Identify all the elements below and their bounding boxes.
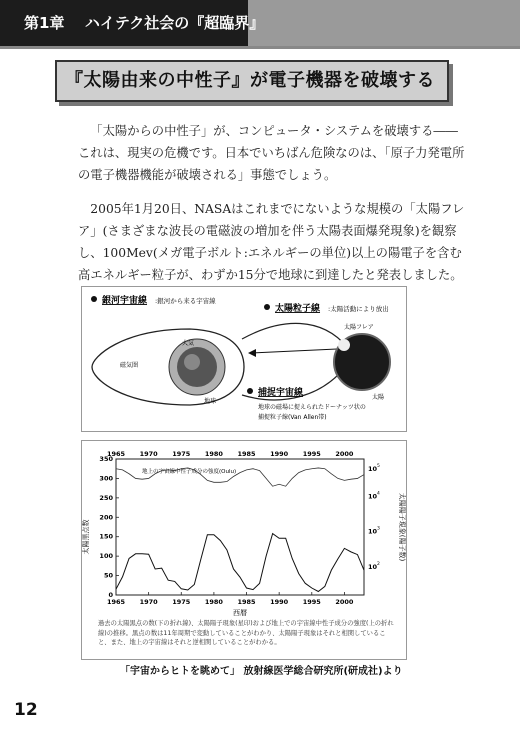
chart-caption: 過去の太陽黒点の数(下の折れ線)、太陽陽子現象(星印)および地上での宇宙線中性子成分の強度(上の折れ線)の推移。黒点の数は11年周期で変動していることがわかり、太陽陽子現象はそれと相関していること、また、地上の宇宙線はそれと逆相関していることがわかる。 <box>98 620 394 646</box>
x-tick-label-top: 1995 <box>302 450 321 458</box>
cosmic-ray-diagram-svg <box>82 287 406 431</box>
arrow-head-icon <box>248 349 256 357</box>
galactic-title: 銀河宇宙線 <box>102 296 148 306</box>
page-number: 12 <box>14 700 38 720</box>
chapter-title: ハイテク社会の『超臨界』 <box>84 14 265 32</box>
sunspot-chart-figure <box>81 440 407 660</box>
chapter-label: 第1章 <box>24 14 65 32</box>
x-tick-label-top: 1965 <box>106 450 126 458</box>
right-axis-label: 太陽陽子現象(陽子数) <box>398 492 406 562</box>
captured-desc-1: 地球の磁場に捉えられたドーナッツ状の <box>258 404 366 411</box>
bullet-icon <box>247 388 253 394</box>
x-tick-label: 1965 <box>106 598 126 606</box>
earth-label: 地球 <box>204 398 217 405</box>
x-tick-label: 1970 <box>139 598 158 606</box>
x-tick-label-top: 1980 <box>204 450 223 458</box>
paragraph-2: 2005年1月20日、NASAはこれまでにないような規模の「太陽フレア」(さまざまな波長の電磁波の増加を伴う太陽表面爆発現象)を観察し、100Mev(メガ電子ボルト:エネルギーの単位)以上の陽電子を含む高エネルギー粒子が、わずか15分で地球に到達したと発表しました。 <box>78 202 465 282</box>
y-tick-label: 50 <box>103 571 113 580</box>
paragraph-1: 「太陽からの中性子」が、コンピュータ・システムを破壊する――これは、現実の危機です。日本でいちばん危険なのは、「原子力発電所の電子機器機能が破壊される」事態でしょう。 <box>78 124 465 182</box>
right-tick-label: 10 <box>368 465 378 474</box>
y-tick-label: 0 <box>108 591 113 599</box>
bullet-icon <box>264 304 270 310</box>
right-tick-label: 10 <box>368 527 378 536</box>
x-tick-label-top: 2000 <box>335 450 354 458</box>
flare-label: 太陽フレア <box>344 324 374 331</box>
x-tick-label: 1995 <box>302 598 321 606</box>
y-axis-label: 太陽黒点数 <box>82 519 90 555</box>
plot-area <box>116 459 364 595</box>
x-tick-label: 1975 <box>172 598 191 606</box>
right-tick-exponent: 5 <box>377 464 380 470</box>
source-credit: 「宇宙からヒトを眺めて」 放射線医学総合研究所(研成社)より <box>120 666 403 677</box>
right-tick-exponent: 4 <box>377 491 380 497</box>
y-tick-label: 150 <box>99 532 113 541</box>
right-tick-label: 10 <box>368 492 378 501</box>
cosmic-ray-diagram <box>81 286 407 432</box>
captured-title: 捕捉宇宙線 <box>258 388 304 398</box>
atmosphere-label: 大気 <box>182 340 195 347</box>
solar-title: 太陽粒子線 <box>275 304 321 314</box>
x-tick-label-top: 1985 <box>237 450 256 458</box>
x-tick-label: 1980 <box>204 598 223 606</box>
magnetosphere-label: 磁気圏 <box>120 362 139 369</box>
solar-flare-icon <box>338 339 350 351</box>
earth-landmass <box>184 354 200 370</box>
captured-desc-2: 捕捉粒子線(Van Allen帯) <box>258 414 327 421</box>
right-tick-exponent: 3 <box>377 526 380 532</box>
y-tick-label: 250 <box>99 493 113 502</box>
x-tick-label-top: 1990 <box>270 450 289 458</box>
x-tick-label: 1985 <box>237 598 256 606</box>
x-tick-label: 1990 <box>270 598 289 606</box>
x-axis-label: 西暦 <box>233 609 247 617</box>
header-tab <box>248 0 520 46</box>
bullet-icon <box>91 296 97 302</box>
y-tick-label: 100 <box>99 552 113 561</box>
x-tick-label-top: 1975 <box>172 450 191 458</box>
section-title: 『太陽由来の中性子』が電子機器を破壊する <box>65 70 435 91</box>
y-tick-label: 300 <box>99 474 113 483</box>
inner-title: 地上の宇宙線中性子成分の強度(Oulu) <box>142 469 237 475</box>
particle-arrow <box>250 349 337 353</box>
y-tick-label: 200 <box>99 513 113 522</box>
right-tick-label: 10 <box>368 563 378 572</box>
right-tick-exponent: 2 <box>377 562 380 568</box>
solar-wind-line <box>242 323 347 347</box>
sun-label: 太陽 <box>372 394 385 401</box>
solar-desc: :太陽活動により放出 <box>328 305 389 313</box>
chapter-heading <box>24 12 264 33</box>
y-tick-label: 350 <box>99 455 113 463</box>
x-tick-label: 2000 <box>335 598 354 606</box>
header-rule <box>0 46 520 49</box>
x-tick-label-top: 1970 <box>139 450 158 458</box>
galactic-desc: :銀河から来る宇宙線 <box>155 297 216 305</box>
